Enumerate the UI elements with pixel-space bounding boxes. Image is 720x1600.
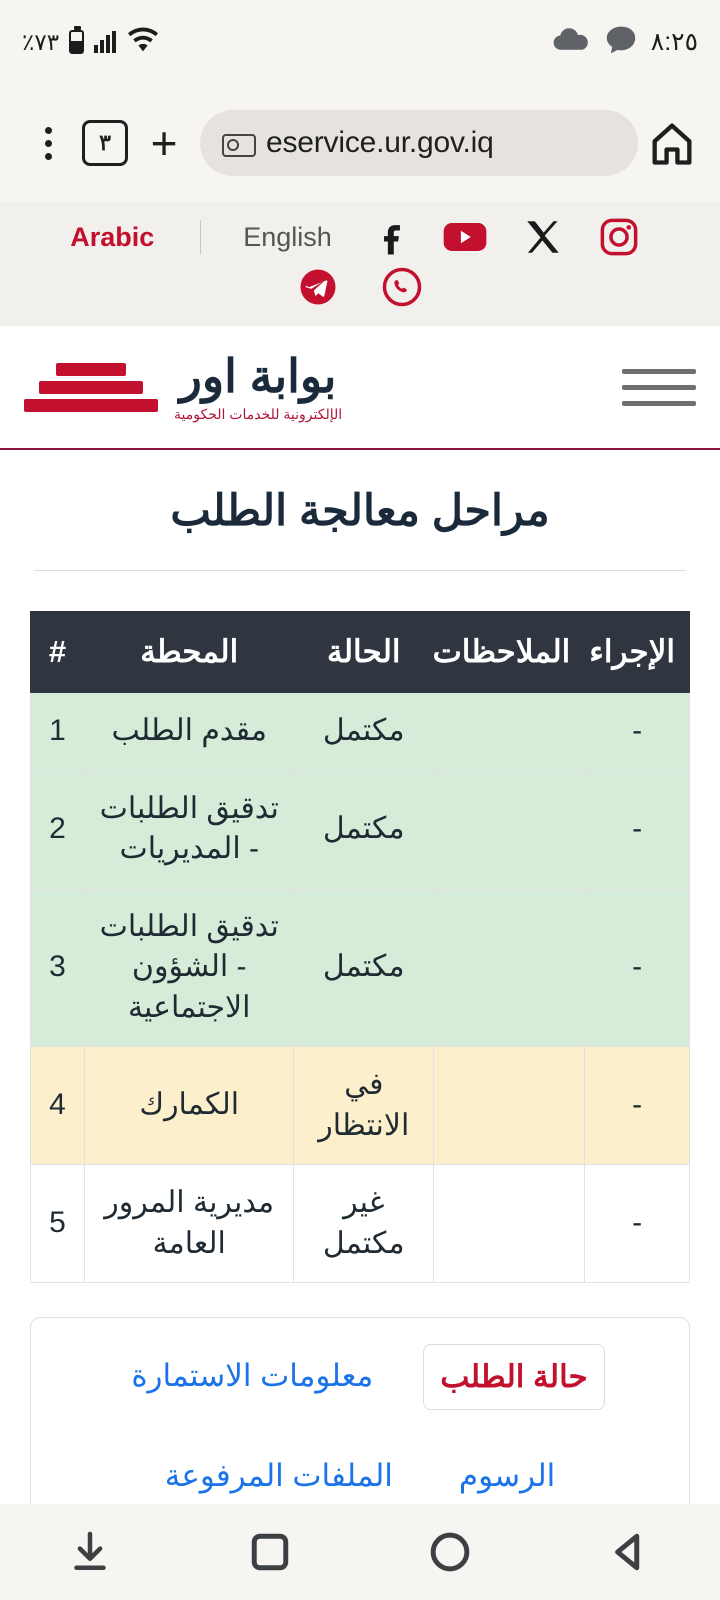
social-row-primary — [0, 216, 720, 258]
facebook-icon[interactable] — [370, 216, 412, 258]
browser-toolbar — [0, 84, 720, 202]
cell-state: غير مكتمل — [294, 1165, 434, 1283]
wifi-icon — [126, 27, 160, 58]
kebab-menu-icon[interactable] — [22, 127, 74, 160]
cell-notes — [434, 1047, 585, 1165]
tab-item[interactable]: الرسوم — [458, 1458, 556, 1493]
hamburger-menu-icon[interactable] — [622, 369, 696, 406]
plus-icon[interactable]: + — [150, 117, 178, 169]
page-title: مراحل معالجة الطلب — [170, 487, 550, 535]
main-content — [0, 450, 720, 1539]
brand-text — [174, 350, 343, 422]
cell-num: 5 — [31, 1165, 85, 1283]
cell-action: - — [585, 693, 690, 771]
telegram-icon[interactable] — [297, 266, 339, 308]
clock-label: ٨:٢٥ — [650, 28, 698, 56]
url-text: eservice.ur.gov.iq — [266, 126, 494, 159]
cell-station: مديرية المرور العامة — [85, 1165, 294, 1283]
home-icon[interactable] — [646, 117, 698, 169]
brand-subtitle: الإلكترونية للخدمات الحكومية — [174, 406, 343, 422]
header-notes: الملاحظات — [434, 612, 585, 693]
language-arabic-link[interactable]: Arabic — [70, 221, 155, 252]
stages-table — [30, 611, 690, 1283]
triangle-back-icon[interactable] — [603, 1525, 657, 1579]
cell-num: 3 — [31, 888, 85, 1047]
instagram-icon[interactable] — [598, 216, 640, 258]
cell-station: تدقيق الطلبات - الشؤون الاجتماعية — [85, 888, 294, 1047]
header-action: الإجراء — [585, 612, 690, 693]
details-tabs-row — [53, 1344, 667, 1508]
cell-state: مكتمل — [294, 888, 434, 1047]
cell-station: الكمارك — [85, 1047, 294, 1165]
cell-notes — [434, 888, 585, 1047]
table-row — [31, 770, 690, 888]
cell-station: مقدم الطلب — [85, 693, 294, 771]
chat-bubble-icon — [605, 25, 637, 60]
status-bar-left — [22, 27, 160, 58]
x-twitter-icon[interactable] — [522, 216, 564, 258]
ur-gateway-logo-icon — [24, 363, 158, 412]
tab-item[interactable]: الملفات المرفوعة — [164, 1458, 393, 1493]
download-arrow-icon[interactable] — [63, 1525, 117, 1579]
social-row-secondary — [0, 266, 720, 308]
status-bar — [0, 0, 720, 84]
cell-state: مكتمل — [294, 770, 434, 888]
header-station: المحطة — [85, 612, 294, 693]
tab-item[interactable]: معلومات الاستمارة — [131, 1358, 374, 1393]
header-num: # — [31, 612, 85, 693]
brand-title: بوابة اور — [179, 350, 337, 402]
divider — [200, 220, 201, 254]
stages-table-head — [31, 612, 690, 693]
cell-action: - — [585, 1165, 690, 1283]
address-bar[interactable] — [200, 110, 638, 176]
cell-notes — [434, 770, 585, 888]
whatsapp-icon[interactable] — [381, 266, 423, 308]
system-nav-bar — [0, 1504, 720, 1600]
signal-bars-icon — [94, 31, 116, 53]
language-english-link[interactable]: English — [243, 221, 332, 252]
cell-action: - — [585, 1047, 690, 1165]
table-row — [31, 888, 690, 1047]
status-bar-right — [551, 25, 698, 60]
cell-notes — [434, 693, 585, 771]
table-row — [31, 1047, 690, 1165]
site-header — [0, 326, 720, 450]
cell-action: - — [585, 770, 690, 888]
tab-count-button[interactable] — [82, 120, 128, 166]
brand-logo[interactable] — [24, 350, 343, 422]
social-language-bar — [0, 202, 720, 326]
cell-action: - — [585, 888, 690, 1047]
table-header-row — [31, 612, 690, 693]
stages-table-body — [31, 693, 690, 1283]
table-row — [31, 1165, 690, 1283]
youtube-icon[interactable] — [446, 216, 488, 258]
battery-icon — [69, 30, 84, 54]
circle-home-icon[interactable] — [423, 1525, 477, 1579]
table-row — [31, 693, 690, 771]
cell-num: 1 — [31, 693, 85, 771]
title-divider — [34, 570, 686, 571]
cell-station: تدقيق الطلبات - المديريات — [85, 770, 294, 888]
cell-notes — [434, 1165, 585, 1283]
cell-num: 2 — [31, 770, 85, 888]
tab-count-label: ٣ — [99, 130, 111, 155]
cloud-icon — [551, 27, 591, 58]
header-state: الحالة — [294, 612, 434, 693]
tab-item[interactable]: حالة الطلب — [423, 1344, 604, 1410]
cell-state: مكتمل — [294, 693, 434, 771]
cell-state: في الانتظار — [294, 1047, 434, 1165]
cell-num: 4 — [31, 1047, 85, 1165]
battery-percent-label: ٪٧٣ — [22, 28, 60, 55]
square-recents-icon[interactable] — [243, 1525, 297, 1579]
page-info-icon[interactable] — [222, 130, 252, 156]
